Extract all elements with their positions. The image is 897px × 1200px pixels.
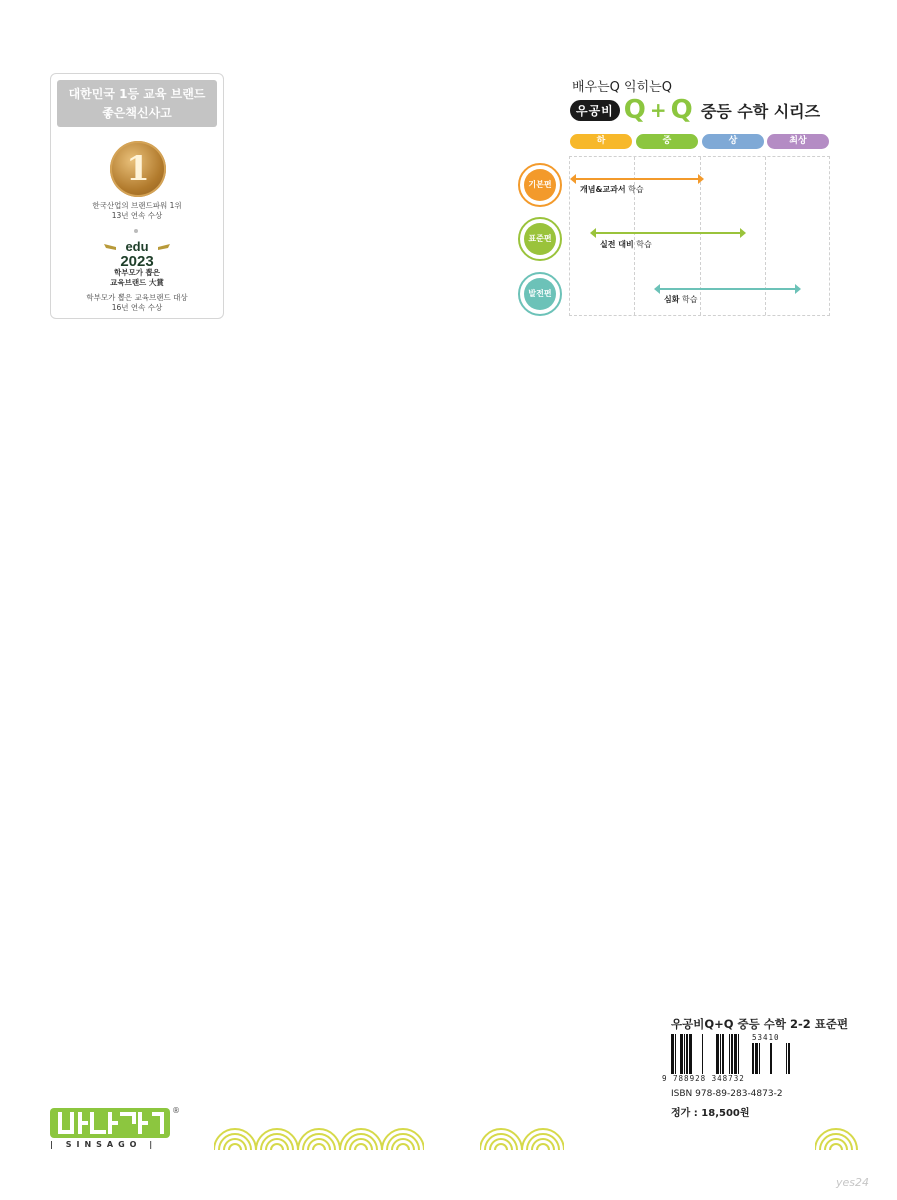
book-title: 우공비Q+Q 중등 수학 2-2 표준편 (671, 1017, 849, 1031)
edition-standard-desc-bold: 실전 대비 (600, 240, 634, 249)
barcode-bar (702, 1034, 703, 1074)
wing-left-icon (104, 244, 116, 250)
edition-basic-label: 기본편 (524, 169, 556, 201)
wave-arc (355, 1144, 367, 1150)
series-title-row (570, 97, 820, 123)
wing-right-icon (158, 244, 170, 250)
edu-award-logo (102, 238, 172, 268)
edu-logo-word: edu (125, 239, 149, 254)
barcode-bar (734, 1034, 737, 1074)
edu-sub-text (57, 268, 217, 288)
award2-line2: 16년 연속 수상 (111, 303, 163, 312)
publisher-name: | SINSAGO | (50, 1140, 158, 1149)
edition-basic-desc-rest: 학습 (625, 185, 644, 194)
series-tagline: 배우는Q 익히는Q (572, 80, 672, 95)
edition-standard-desc (600, 239, 652, 250)
edition-basic-desc-bold: 개념&교과서 (580, 185, 626, 194)
barcode-bar (686, 1034, 688, 1074)
award2-text (57, 293, 217, 313)
edition-advanced-arrow (659, 288, 796, 290)
barcode-bar (786, 1043, 787, 1074)
q-logo-2: Q (670, 95, 693, 125)
barcode-addon-digits: 53410 (752, 1033, 780, 1042)
edition-standard-arrow (595, 232, 741, 234)
barcode-bar (684, 1034, 685, 1074)
q-logo-1: Q (623, 95, 646, 125)
barcode-bar (731, 1034, 733, 1074)
watermark: yes24 (836, 1176, 870, 1189)
edition-advanced-circle (518, 272, 562, 316)
publisher-logo (50, 1108, 170, 1138)
wave-decoration-1 (214, 1126, 424, 1150)
barcode-bar (675, 1034, 676, 1074)
level-high (702, 134, 764, 149)
wave-decoration-2 (480, 1126, 564, 1150)
edu-sub-line2: 교육브랜드 大賞 (110, 278, 164, 287)
barcode-bar (759, 1043, 760, 1074)
award1-line2: 13년 연속 수상 (111, 211, 163, 220)
edition-basic-arrow (575, 178, 699, 180)
award1-text (57, 201, 217, 221)
barcode-main-icon (671, 1034, 747, 1074)
level-high-label: 상 (728, 136, 738, 146)
wave-arc (271, 1144, 283, 1150)
price: 정가 : 18,500원 (671, 1108, 750, 1119)
barcode-bar (729, 1034, 730, 1074)
edition-basic-desc (580, 184, 644, 195)
edition-advanced-desc-rest: 학습 (679, 295, 698, 304)
isbn: ISBN 978-89-283-4873-2 (671, 1089, 783, 1099)
wave-arc (313, 1144, 325, 1150)
edition-advanced-desc-bold: 심화 (664, 295, 680, 304)
wave-decoration-3 (815, 1126, 859, 1150)
barcode-digits: 9 788928 348732 (662, 1074, 745, 1083)
edu-logo-year: 2023 (120, 253, 154, 268)
award2-line1: 학부모가 뽑은 교육브랜드 대상 (86, 293, 188, 302)
wave-arc (495, 1144, 507, 1150)
barcode-bar (722, 1034, 724, 1074)
level-top-label: 최상 (789, 136, 807, 146)
barcode-addon-icon (752, 1043, 790, 1074)
level-low-label: 하 (596, 136, 606, 146)
edition-basic-circle (518, 163, 562, 207)
barcode-bar (716, 1034, 719, 1074)
medal-number: 1 (126, 149, 150, 189)
award1-line1: 한국산업의 브랜드파워 1위 (92, 201, 182, 210)
barcode-bar (770, 1043, 772, 1074)
barcode-bar (788, 1043, 790, 1074)
edition-standard-label: 표준편 (524, 223, 556, 255)
series-title: 중등 수학 시리즈 (700, 101, 821, 121)
barcode-bar (671, 1034, 674, 1074)
level-top (767, 134, 829, 149)
barcode-bar (755, 1043, 758, 1074)
wave-arc (537, 1144, 549, 1150)
barcode-bar (738, 1034, 739, 1074)
barcode-bar (680, 1034, 683, 1074)
grid-line (765, 157, 766, 315)
wave-arc (397, 1144, 409, 1150)
plus-sign: + (649, 98, 667, 122)
edition-standard-circle (518, 217, 562, 261)
barcode-bar (720, 1034, 721, 1074)
level-low (570, 134, 632, 149)
level-mid-label: 중 (662, 136, 672, 146)
award-header-line2: 좋은책신사고 (102, 106, 172, 120)
grid-line (634, 157, 635, 315)
edition-advanced-label: 발전편 (524, 278, 556, 310)
edu-sub-line1: 학부모가 뽑은 (113, 268, 161, 277)
level-mid (636, 134, 698, 149)
publisher-name-text: SINSAGO (65, 1140, 142, 1149)
award-header (57, 80, 217, 127)
edition-standard-desc-rest: 학습 (633, 240, 652, 249)
barcode-bar (752, 1043, 754, 1074)
barcode-bar (689, 1034, 692, 1074)
edition-advanced-desc (664, 294, 697, 305)
brand-badge: 우공비 (570, 100, 620, 121)
award-header-line1: 대한민국 1등 교육 브랜드 (68, 87, 206, 101)
wave-arc (229, 1144, 241, 1150)
separator-dot (134, 229, 138, 233)
wave-arc (830, 1144, 842, 1150)
registered-mark: ® (172, 1106, 180, 1115)
